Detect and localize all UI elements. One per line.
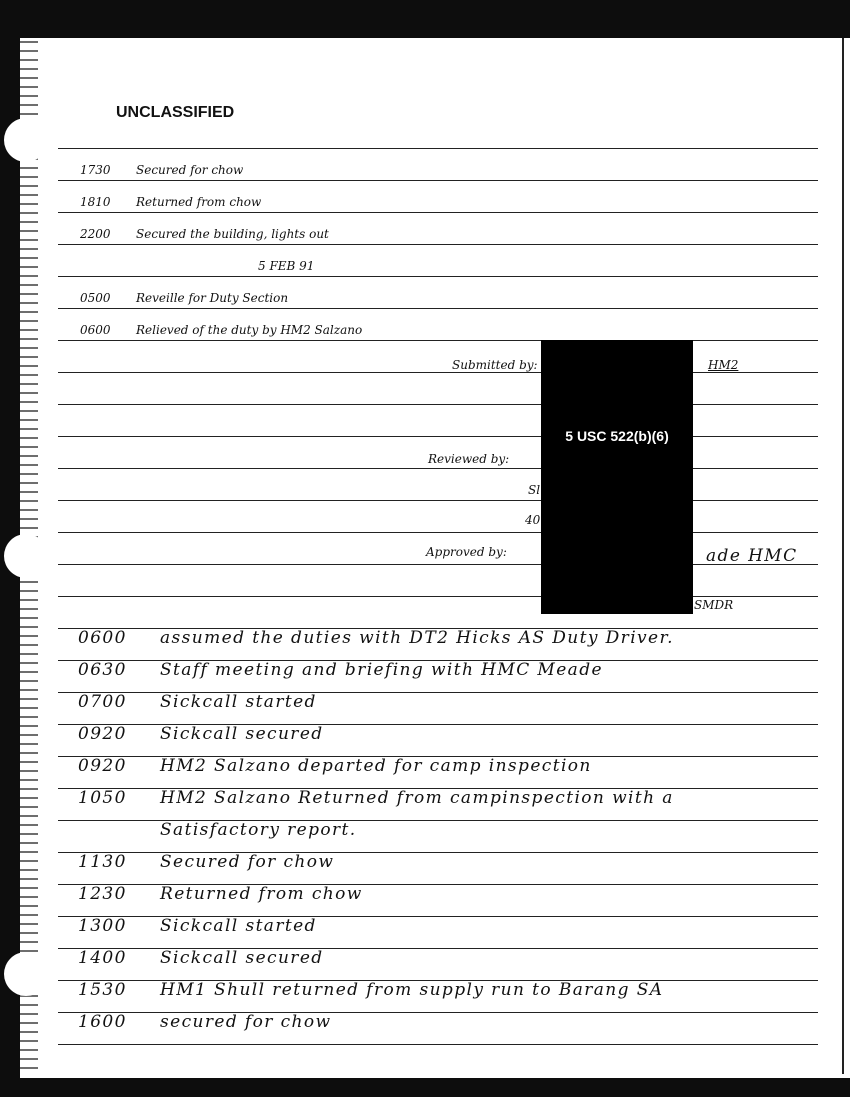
punch-hole-middle	[4, 534, 48, 578]
log-entry-text: Secured for chow	[160, 852, 335, 872]
log-entry-text: Secured the building, lights out	[136, 227, 329, 241]
log-entry-text: secured for chow	[160, 1012, 332, 1032]
log-entry-time: 0920	[78, 756, 127, 776]
reviewed-by-label: Reviewed by:	[428, 452, 510, 466]
log-entry-text: HM2 Salzano Returned from campinspection with a	[160, 788, 674, 808]
ruled-line	[58, 436, 818, 437]
punch-hole-bottom	[4, 952, 48, 996]
log-entry-text: Sickcall started	[160, 692, 317, 712]
punch-hole-top	[4, 118, 48, 162]
ruled-line	[58, 372, 818, 373]
reviewed-signature-fragment: Sl	[528, 483, 541, 497]
approved-title: SMDR	[694, 598, 734, 612]
scan-border-bottom	[0, 1078, 850, 1097]
ruled-line	[58, 180, 818, 181]
ruled-line	[58, 404, 818, 405]
scan-border-top	[0, 0, 850, 38]
log-entry-text: Satisfactory report.	[160, 820, 357, 840]
log-entry-time: 1130	[78, 852, 127, 872]
log-entry-time: 1400	[78, 948, 127, 968]
ruled-line	[58, 276, 818, 277]
ruled-line	[58, 596, 818, 597]
redaction-box	[541, 340, 693, 614]
log-entry-time: 1530	[78, 980, 127, 1000]
log-entry-text: assumed the duties with DT2 Hicks AS Duty Driver.	[160, 628, 674, 648]
log-date-heading: 5 FEB 91	[258, 259, 315, 273]
ruled-line	[58, 244, 818, 245]
log-entry-time: 1600	[78, 1012, 127, 1032]
log-entry-time: 1230	[78, 884, 127, 904]
ruled-line	[58, 340, 818, 341]
ruled-line	[58, 532, 818, 533]
ruled-line	[58, 1044, 818, 1045]
log-entry-time: 0600	[78, 628, 127, 648]
log-entry-text: Reveille for Duty Section	[136, 291, 289, 305]
log-entry-text: Sickcall secured	[160, 724, 324, 744]
log-entry-time: 0630	[78, 660, 127, 680]
redaction-label: 5 USC 522(b)(6)	[565, 428, 669, 444]
log-entry-time: 1730	[80, 163, 111, 177]
log-entry-text: Returned from chow	[160, 884, 363, 904]
log-entry-text: Staff meeting and briefing with HMC Meade	[160, 660, 603, 680]
log-entry-text: Relieved of the duty by HM2 Salzano	[136, 323, 363, 337]
log-entry-time: 1300	[78, 916, 127, 936]
log-entry-time: 1810	[80, 195, 111, 209]
log-entry-time: 0600	[80, 323, 111, 337]
reviewed-signature-fragment: 40	[525, 513, 541, 527]
log-entry-text: Sickcall started	[160, 916, 317, 936]
classification-marking: UNCLASSIFIED	[116, 104, 235, 121]
ruled-line	[58, 212, 818, 213]
log-entry-text: HM1 Shull returned from supply run to Barang SA	[160, 980, 664, 1000]
log-entry-time: 0500	[80, 291, 111, 305]
ruled-line	[58, 564, 818, 565]
log-entry-time: 2200	[80, 227, 111, 241]
log-entry-text: Secured for chow	[136, 163, 244, 177]
submitted-by-label: Submitted by:	[452, 358, 538, 372]
ruled-line	[58, 468, 818, 469]
log-entry-time: 1050	[78, 788, 127, 808]
ruled-line	[58, 148, 818, 149]
ruled-line	[58, 308, 818, 309]
log-entry-text: HM2 Salzano departed for camp inspection	[160, 756, 592, 776]
approved-by-label: Approved by:	[426, 545, 507, 559]
approved-signature: ade HMC	[706, 546, 798, 566]
ruled-line	[58, 500, 818, 501]
log-entry-text: Returned from chow	[136, 195, 262, 209]
log-entry-time: 0920	[78, 724, 127, 744]
log-entry-text: Sickcall secured	[160, 948, 324, 968]
submitted-by-rank: HM2	[708, 358, 739, 372]
log-entry-time: 0700	[78, 692, 127, 712]
